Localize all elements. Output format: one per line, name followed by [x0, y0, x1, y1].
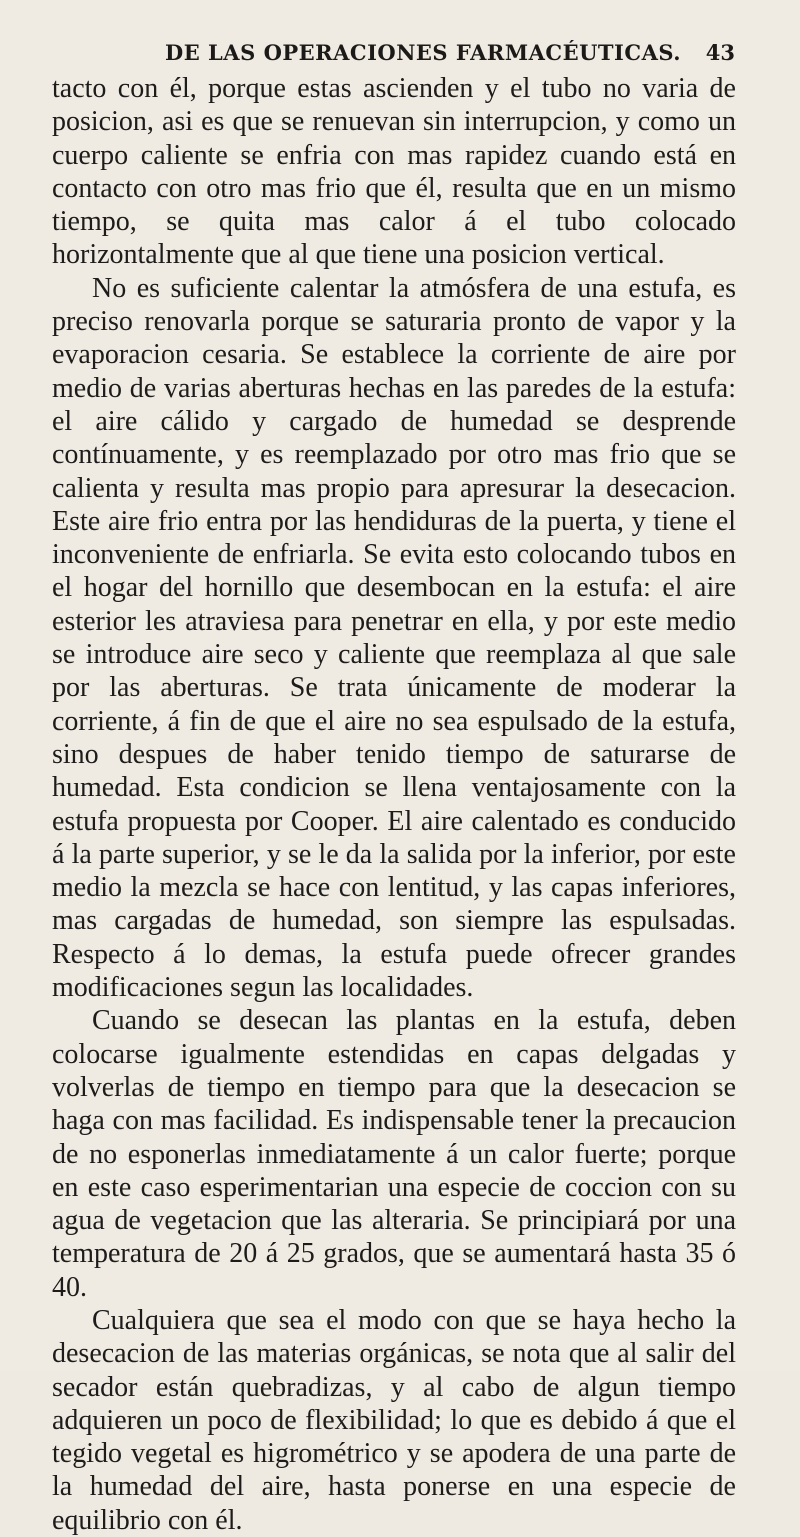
- paragraph-continued: tacto con él, porque estas ascienden y el tubo no varia de posicion, asi es que se renuevan sin interrupcion, y como un cuerpo caliente se enfria con mas rapidez cuando está en contacto con otro mas frio que él, resulta que en un mismo tiempo, se quita mas calor á el tubo colocado horizontalmente que al que tiene una posicion vertical.: [52, 73, 736, 271]
- body-text: [52, 72, 736, 1537]
- page-number: 43: [705, 40, 735, 65]
- paragraph: Cualquiera que sea el modo con que se haya hecho la desecacion de las materias orgánicas, se nota que al salir del secador están quebradizas, y al cabo de algun tiempo adquieren un poco de flexibilidad; lo que es debido á que el tegido vegetal es higrométrico y se apodera de una parte de la humedad del aire, hasta ponerse en una especie de equilibrio con él.: [52, 1304, 736, 1536]
- paragraph: Cuando se desecan las plantas en la estufa, deben colocarse igualmente estendidas en capas delgadas y volverlas de tiempo en tiempo para que la desecacion se haga con mas facilidad. Es indispensable tener la precaucion de no esponerlas inmediatamente á un calor fuerte; porque en este caso esperimentarian una especie de coccion con su agua de vegetacion que las alteraria. Se principiará por una temperatura de 20 á 25 grados, que se aumentará hasta 35 ó 40.: [52, 1005, 736, 1303]
- running-head: DE LAS OPERACIONES FARMACÉUTICAS.: [165, 40, 682, 65]
- page-header: [55, 40, 735, 70]
- paragraph: No es suficiente calentar la atmósfera de una estufa, es preciso renovarla porque se saturaria pronto de vapor y la evaporacion cesaria. Se establece la corriente de aire por medio de varias aberturas hechas en las paredes de la estufa: el aire cálido y cargado de humedad se desprende contínuamente, y es reemplazado por otro mas frio que se calienta y resulta mas propio para apresurar la desecacion. Este aire frio entra por las hendiduras de la puerta, y tiene el inconveniente de enfriarla. Se evita esto colocando tubos en el hogar del hornillo que desembocan en la estufa: el aire esterior les atraviesa para penetrar en ella, y por este medio se introduce aire seco y caliente que reemplaza al que sale por las aberturas. Se trata únicamente de moderar la corriente, á fin de que el aire no sea espulsado de la estufa, sino despues de haber tenido tiempo de saturarse de humedad. Esta condicion se llena ventajosamente con la estufa propuesta por Cooper. El aire calentado es conducido á la parte superior, y se le da la salida por la inferior, por este medio la mezcla se hace con lentitud, y las capas inferiores, mas cargadas de humedad, son siempre las espulsadas. Respecto á lo demas, la estufa puede ofrecer grandes modificaciones segun las localidades.: [52, 272, 736, 1004]
